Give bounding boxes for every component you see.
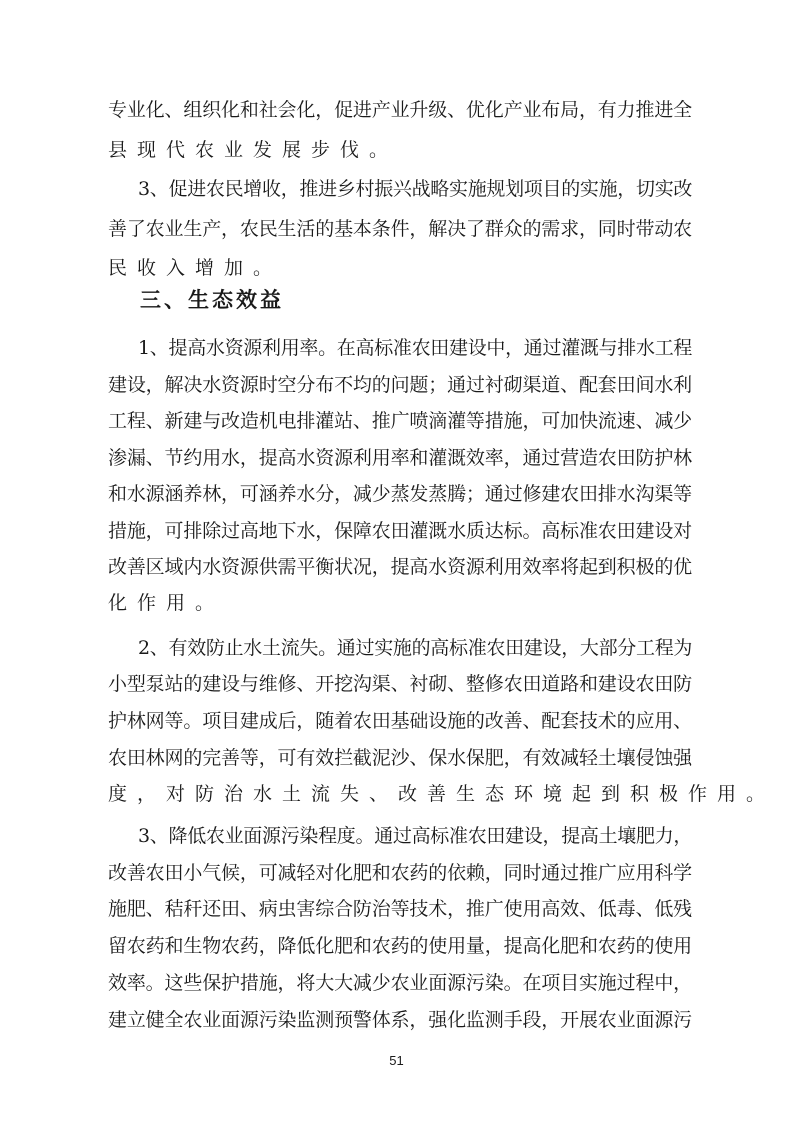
text-line: 效率。这些保护措施，将大大减少农业面源污染。在项目实施过程中，: [108, 972, 693, 994]
text-line: 建立健全农业面源污染监测预警体系，强化监测手段，开展农业面源污: [108, 1009, 693, 1031]
section-heading: 三、生态效益: [140, 288, 284, 312]
text-line: 专业化、组织化和社会化，促进产业升级、优化产业布局，有力推进全: [108, 99, 693, 121]
text-line: 3、降低农业面源污染程度。通过高标准农田建设，提高土壤肥力，: [138, 825, 693, 847]
text-line: 措施，可排除过高地下水，保障农田灌溉水质达标。高标准农田建设对: [108, 520, 693, 542]
text-line: 小型泵站的建设与维修、开挖沟渠、衬砌、整修农田道路和建设农田防: [108, 673, 693, 695]
text-line: 和水源涵养林，可涵养水分，减少蒸发蒸腾；通过修建农田排水沟渠等: [108, 483, 693, 505]
text-line: 3、促进农民增收，推进乡村振兴战略实施规划项目的实施，切实改: [138, 178, 693, 200]
text-line: 施肥、秸秆还田、病虫害综合防治等技术，推广使用高效、低毒、低残: [108, 898, 693, 920]
text-line: 化作用。: [108, 592, 225, 614]
text-line: 民收入增加。: [108, 257, 283, 279]
text-line: 善了农业生产，农民生活的基本条件，解决了群众的需求，同时带动农: [108, 218, 693, 240]
text-line: 建设，解决水资源时空分布不均的问题；通过衬砌渠道、配套田间水利: [108, 374, 693, 396]
text-line: 工程、新建与改造机电排灌站、推广喷滴灌等措施，可加快流速、减少: [108, 410, 693, 432]
page-number: 51: [389, 1053, 404, 1068]
text-line: 1、提高水资源利用率。在高标准农田建设中，通过灌溉与排水工程: [138, 337, 693, 359]
text-line: 县现代农业发展步伐。: [108, 139, 399, 161]
text-line: 农田林网的完善等，可有效拦截泥沙、保水保肥，有效减轻土壤侵蚀强: [108, 747, 693, 769]
text-line: 度，对防治水土流失、改善生态环境起到积极作用。: [108, 783, 776, 805]
text-line: 渗漏、节约用水，提高水资源利用率和灌溉效率，通过营造农田防护林: [108, 447, 693, 469]
text-line: 护林网等。项目建成后，随着农田基础设施的改善、配套技术的应用、: [108, 710, 693, 732]
text-line: 改善农田小气候，可减轻对化肥和农药的依赖，同时通过推广应用科学: [108, 862, 693, 884]
text-line: 改善区域内水资源供需平衡状况，提高水资源利用效率将起到积极的优: [108, 556, 693, 578]
text-line: 2、有效防止水土流失。通过实施的高标准农田建设，大部分工程为: [138, 637, 693, 659]
text-line: 留农药和生物农药，降低化肥和农药的使用量，提高化肥和农药的使用: [108, 935, 693, 957]
